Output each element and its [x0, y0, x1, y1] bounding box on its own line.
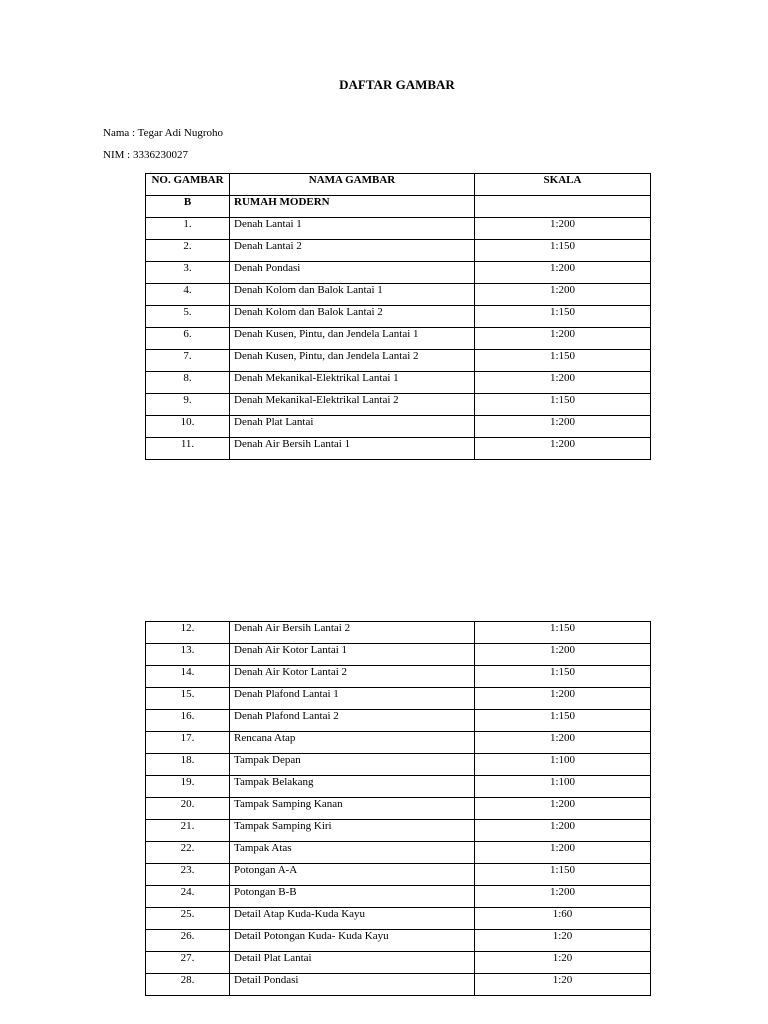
table-row — [146, 438, 651, 460]
row-scale: 1:200 — [475, 328, 651, 350]
row-number: 15. — [146, 688, 230, 710]
row-number: 13. — [146, 644, 230, 666]
row-scale: 1:150 — [475, 350, 651, 372]
table-row — [146, 328, 651, 350]
row-scale: 1:200 — [475, 218, 651, 240]
row-number: 4. — [146, 284, 230, 306]
row-number: 28. — [146, 974, 230, 996]
row-drawing-name: Denah Air Kotor Lantai 2 — [230, 666, 475, 688]
row-number: 6. — [146, 328, 230, 350]
row-drawing-name: Denah Plafond Lantai 2 — [230, 710, 475, 732]
section-title: RUMAH MODERN — [230, 196, 475, 218]
row-number: 16. — [146, 710, 230, 732]
row-drawing-name: Tampak Atas — [230, 842, 475, 864]
table-row — [146, 218, 651, 240]
table-row — [146, 930, 651, 952]
row-drawing-name: Tampak Samping Kiri — [230, 820, 475, 842]
table-row — [146, 754, 651, 776]
table-row — [146, 952, 651, 974]
document-title: DAFTAR GAMBAR — [339, 77, 455, 92]
row-number: 7. — [146, 350, 230, 372]
section-scale — [475, 196, 651, 218]
drawing-list-table-page-2 — [145, 621, 651, 996]
row-scale: 1:200 — [475, 798, 651, 820]
row-drawing-name: Denah Plafond Lantai 1 — [230, 688, 475, 710]
table-row — [146, 262, 651, 284]
table-row — [146, 394, 651, 416]
row-scale: 1:200 — [475, 438, 651, 460]
student-name: Nama : Tegar Adi Nugroho — [103, 127, 224, 139]
row-number: 5. — [146, 306, 230, 328]
table-row — [146, 688, 651, 710]
table-row — [146, 416, 651, 438]
row-number: 23. — [146, 864, 230, 886]
table-row — [146, 666, 651, 688]
row-scale: 1:200 — [475, 644, 651, 666]
row-number: 17. — [146, 732, 230, 754]
drawing-list-table-page-1 — [145, 173, 651, 460]
row-number: 26. — [146, 930, 230, 952]
row-number: 1. — [146, 218, 230, 240]
table-row — [146, 732, 651, 754]
row-scale: 1:150 — [475, 710, 651, 732]
row-drawing-name: Denah Kolom dan Balok Lantai 1 — [230, 284, 475, 306]
row-drawing-name: Detail Atap Kuda-Kuda Kayu — [230, 908, 475, 930]
row-scale: 1:150 — [475, 864, 651, 886]
row-drawing-name: Detail Pondasi — [230, 974, 475, 996]
row-drawing-name: Denah Kusen, Pintu, dan Jendela Lantai 2 — [230, 350, 475, 372]
row-number: 12. — [146, 622, 230, 644]
table-row — [146, 710, 651, 732]
table-row — [146, 284, 651, 306]
row-scale: 1:20 — [475, 930, 651, 952]
table-row — [146, 776, 651, 798]
section-code: B — [146, 196, 230, 218]
row-drawing-name: Denah Air Bersih Lantai 2 — [230, 622, 475, 644]
row-drawing-name: Denah Air Kotor Lantai 1 — [230, 644, 475, 666]
table-row — [146, 644, 651, 666]
section-row — [146, 196, 651, 218]
row-number: 19. — [146, 776, 230, 798]
table-row — [146, 908, 651, 930]
row-scale: 1:20 — [475, 974, 651, 996]
row-drawing-name: Denah Mekanikal-Elektrikal Lantai 1 — [230, 372, 475, 394]
row-number: 25. — [146, 908, 230, 930]
row-scale: 1:150 — [475, 622, 651, 644]
table-row — [146, 974, 651, 996]
row-drawing-name: Detail Potongan Kuda- Kuda Kayu — [230, 930, 475, 952]
row-number: 9. — [146, 394, 230, 416]
row-drawing-name: Tampak Samping Kanan — [230, 798, 475, 820]
header-nama-gambar: NAMA GAMBAR — [230, 174, 475, 196]
table-row — [146, 240, 651, 262]
row-scale: 1:150 — [475, 240, 651, 262]
row-number: 24. — [146, 886, 230, 908]
row-drawing-name: Denah Plat Lantai — [230, 416, 475, 438]
row-number: 3. — [146, 262, 230, 284]
row-scale: 1:200 — [475, 820, 651, 842]
row-number: 20. — [146, 798, 230, 820]
row-scale: 1:200 — [475, 372, 651, 394]
table-row — [146, 864, 651, 886]
row-scale: 1:150 — [475, 306, 651, 328]
header-skala: SKALA — [475, 174, 651, 196]
row-number: 14. — [146, 666, 230, 688]
row-drawing-name: Denah Pondasi — [230, 262, 475, 284]
row-number: 21. — [146, 820, 230, 842]
table-row — [146, 372, 651, 394]
student-nim: NIM : 3336230027 — [103, 149, 188, 161]
table-header-row — [146, 174, 651, 196]
row-number: 2. — [146, 240, 230, 262]
row-scale: 1:100 — [475, 776, 651, 798]
row-drawing-name: Tampak Depan — [230, 754, 475, 776]
row-scale: 1:150 — [475, 394, 651, 416]
table-row — [146, 306, 651, 328]
table-row — [146, 820, 651, 842]
row-number: 10. — [146, 416, 230, 438]
row-scale: 1:200 — [475, 262, 651, 284]
row-drawing-name: Denah Air Bersih Lantai 1 — [230, 438, 475, 460]
row-drawing-name: Denah Kusen, Pintu, dan Jendela Lantai 1 — [230, 328, 475, 350]
row-scale: 1:200 — [475, 416, 651, 438]
row-drawing-name: Detail Plat Lantai — [230, 952, 475, 974]
row-number: 18. — [146, 754, 230, 776]
row-drawing-name: Rencana Atap — [230, 732, 475, 754]
row-number: 27. — [146, 952, 230, 974]
row-scale: 1:200 — [475, 732, 651, 754]
row-drawing-name: Denah Mekanikal-Elektrikal Lantai 2 — [230, 394, 475, 416]
row-drawing-name: Potongan A-A — [230, 864, 475, 886]
table-row — [146, 798, 651, 820]
table-row — [146, 886, 651, 908]
row-drawing-name: Denah Lantai 1 — [230, 218, 475, 240]
row-scale: 1:100 — [475, 754, 651, 776]
row-number: 22. — [146, 842, 230, 864]
table-row — [146, 350, 651, 372]
row-scale: 1:200 — [475, 886, 651, 908]
header-no-gambar: NO. GAMBAR — [146, 174, 230, 196]
row-drawing-name: Tampak Belakang — [230, 776, 475, 798]
row-drawing-name: Denah Lantai 2 — [230, 240, 475, 262]
table-row — [146, 622, 651, 644]
row-scale: 1:200 — [475, 284, 651, 306]
row-drawing-name: Potongan B-B — [230, 886, 475, 908]
row-scale: 1:60 — [475, 908, 651, 930]
row-scale: 1:200 — [475, 842, 651, 864]
table-row — [146, 842, 651, 864]
row-number: 11. — [146, 438, 230, 460]
row-scale: 1:150 — [475, 666, 651, 688]
row-scale: 1:200 — [475, 688, 651, 710]
row-scale: 1:20 — [475, 952, 651, 974]
row-number: 8. — [146, 372, 230, 394]
row-drawing-name: Denah Kolom dan Balok Lantai 2 — [230, 306, 475, 328]
